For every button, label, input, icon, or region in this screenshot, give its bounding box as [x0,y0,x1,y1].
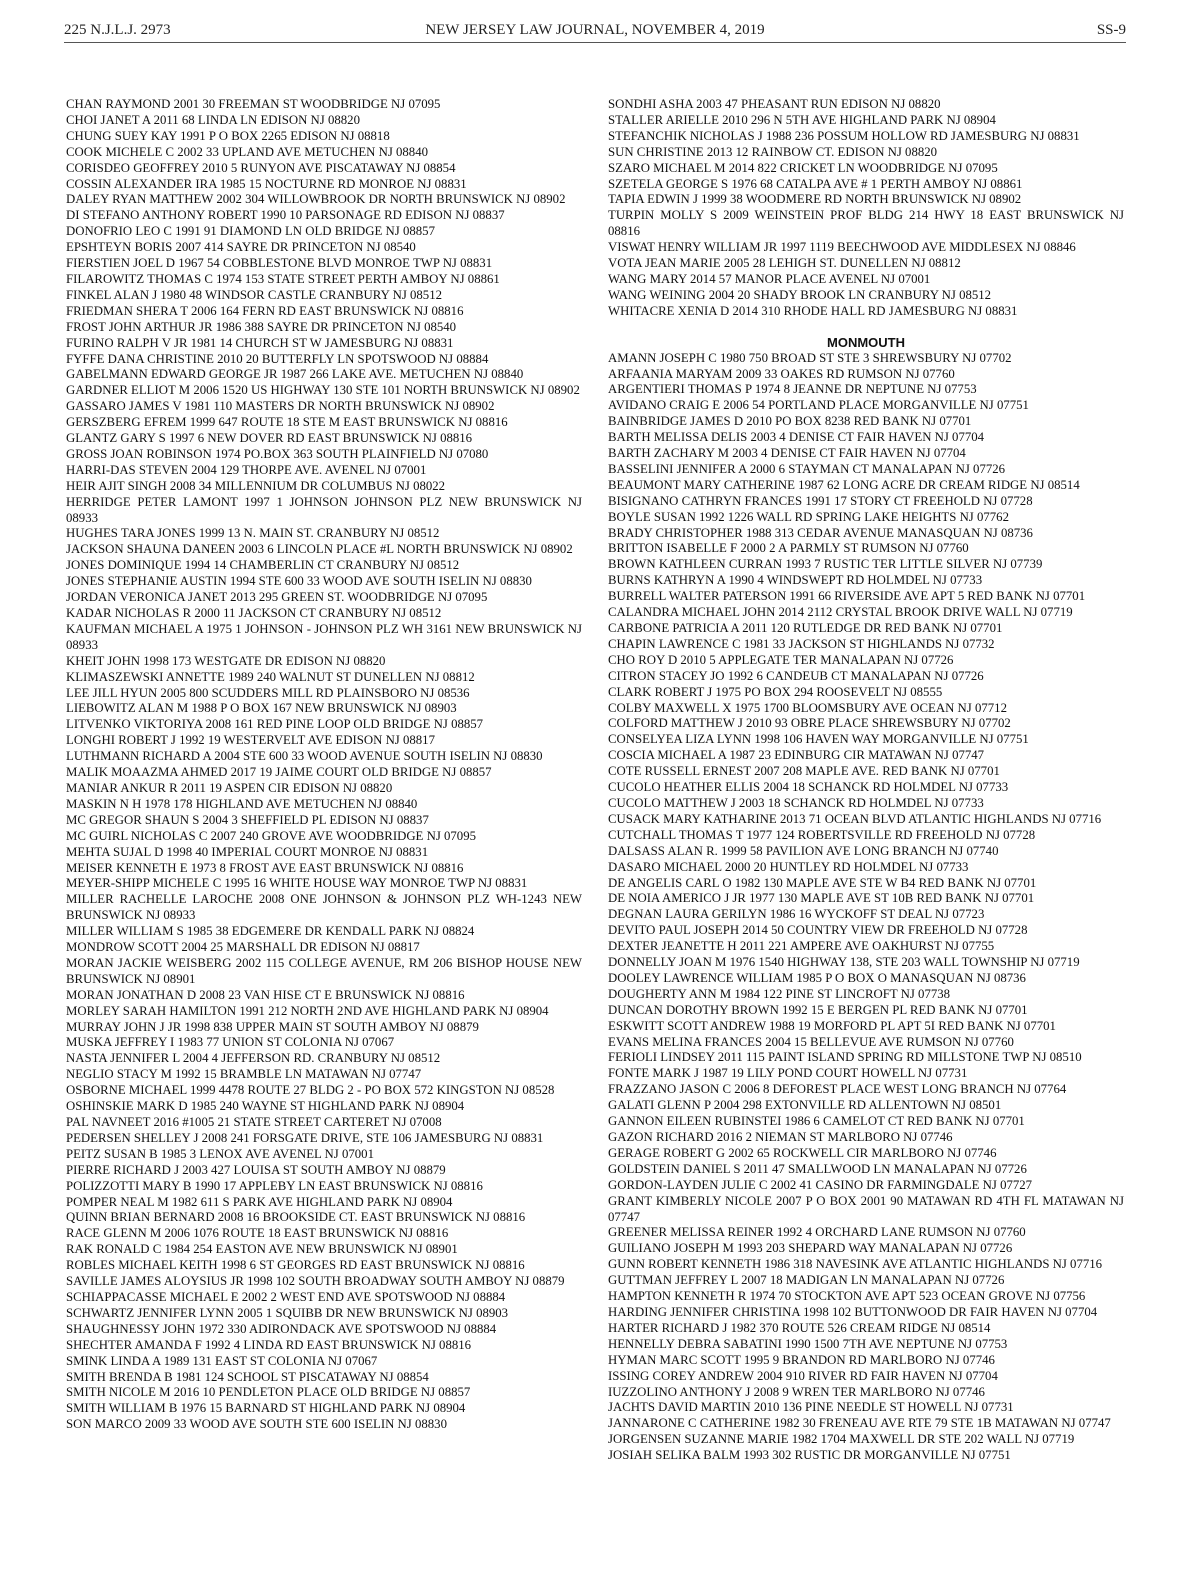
list-item: SHECHTER AMANDA F 1992 4 LINDA RD EAST BRUNSWICK NJ 08816 [66,1337,472,1352]
list-item: CHOI JANET A 2011 68 LINDA LN EDISON NJ 08820 [66,112,360,127]
list-item: COLFORD MATTHEW J 2010 93 OBRE PLACE SHREWSBURY NJ 07702 [608,716,1011,731]
list-item: RAK RONALD C 1984 254 EASTON AVE NEW BRUNSWICK NJ 08901 [66,1242,458,1257]
list-item: CORISDEO GEOFFREY 2010 5 RUNYON AVE PISCATAWAY NJ 08854 [66,160,456,175]
list-item: CALANDRA MICHAEL JOHN 2014 2112 CRYSTAL BROOK DRIVE WALL NJ 07719 [608,605,1073,620]
list-item: BISIGNANO CATHRYN FRANCES 1991 17 STORY CT FREEHOLD NJ 07728 [608,493,1033,508]
list-item: AVIDANO CRAIG E 2006 54 PORTLAND PLACE MORGANVILLE NJ 07751 [608,398,1029,413]
list-item: BURNS KATHRYN A 1990 4 WINDSWEPT RD HOLMDEL NJ 07733 [608,573,983,588]
list-item: MORLEY SARAH HAMILTON 1991 212 NORTH 2ND AVE HIGHLAND PARK NJ 08904 [66,1003,549,1018]
list-item: DI STEFANO ANTHONY ROBERT 1990 10 PARSONAGE RD EDISON NJ 08837 [66,208,505,223]
list-item: BRADY CHRISTOPHER 1988 313 CEDAR AVENUE MANASQUAN NJ 08736 [608,525,1033,540]
list-item: GANNON EILEEN RUBINSTEI 1986 6 CAMELOT CT RED BANK NJ 07701 [608,1114,1025,1129]
list-item: BAINBRIDGE JAMES D 2010 PO BOX 8238 RED BANK NJ 07701 [608,414,972,429]
list-item: ISSING COREY ANDREW 2004 910 RIVER RD FAIR HAVEN NJ 07704 [608,1368,998,1383]
list-item: SON MARCO 2009 33 WOOD AVE SOUTH STE 600 ISELIN NJ 08830 [66,1417,447,1432]
list-item: SUN CHRISTINE 2013 12 RAINBOW CT. EDISON NJ 08820 [608,144,938,159]
list-item: RACE GLENN M 2006 1076 ROUTE 18 EAST BRUNSWICK NJ 08816 [66,1226,449,1241]
right-column-top-list [608,97,1124,320]
list-item: OSHINSKIE MARK D 1985 240 WAYNE ST HIGHLAND PARK NJ 08904 [66,1099,465,1114]
list-item: MONDROW SCOTT 2004 25 MARSHALL DR EDISON NJ 08817 [66,940,420,955]
publication-title: NEW JERSEY LAW JOURNAL, NOVEMBER 4, 2019 [425,22,765,38]
list-item: SMITH BRENDA B 1981 124 SCHOOL ST PISCATAWAY NJ 08854 [66,1369,429,1384]
list-item: GROSS JOAN ROBINSON 1974 PO.BOX 363 SOUTH PLAINFIELD NJ 07080 [66,446,489,461]
list-item: COLBY MAXWELL X 1975 1700 BLOOMSBURY AVE OCEAN NJ 07712 [608,700,1007,715]
list-item: ARFAANIA MARYAM 2009 33 OAKES RD RUMSON NJ 07760 [608,366,955,381]
list-item: DEVITO PAUL JOSEPH 2014 50 COUNTRY VIEW DR FREEHOLD NJ 07728 [608,923,1028,938]
list-item: FONTE MARK J 1987 19 LILY POND COURT HOWELL NJ 07731 [608,1066,968,1081]
list-item: ESKWITT SCOTT ANDREW 1988 19 MORFORD PL APT 5I RED BANK NJ 07701 [608,1018,1056,1033]
list-item: NASTA JENNIFER L 2004 4 JEFFERSON RD. CRANBURY NJ 08512 [66,1051,441,1066]
list-item: MC GREGOR SHAUN S 2004 3 SHEFFIELD PL EDISON NJ 08837 [66,812,429,827]
list-item: GALATI GLENN P 2004 298 EXTONVILLE RD ALLENTOWN NJ 08501 [608,1098,1002,1113]
list-item: DOOLEY LAWRENCE WILLIAM 1985 P O BOX O MANASQUAN NJ 08736 [608,970,1026,985]
list-item: GORDON-LAYDEN JULIE C 2002 41 CASINO DR FARMINGDALE NJ 07727 [608,1177,1033,1192]
list-item: SZARO MICHAEL M 2014 822 CRICKET LN WOODBRIDGE NJ 07095 [608,160,998,175]
list-item: JACKSON SHAUNA DANEEN 2003 6 LINCOLN PLACE #L NORTH BRUNSWICK NJ 08902 [66,542,573,557]
list-item: SCHWARTZ JENNIFER LYNN 2005 1 SQUIBB DR NEW BRUNSWICK NJ 08903 [66,1305,509,1320]
list-item: MILLER WILLIAM S 1985 38 EDGEMERE DR KENDALL PARK NJ 08824 [66,924,475,939]
list-item: HERRIDGE PETER LAMONT 1997 1 JOHNSON JOHNSON PLZ NEW BRUNSWICK NJ 08933 [66,494,582,525]
list-item: KADAR NICHOLAS R 2000 11 JACKSON CT CRANBURY NJ 08512 [66,606,442,620]
list-item: FRIEDMAN SHERA T 2006 164 FERN RD EAST BRUNSWICK NJ 08816 [66,303,464,318]
list-item: MURRAY JOHN J JR 1998 838 UPPER MAIN ST SOUTH AMBOY NJ 08879 [66,1019,479,1034]
list-item: GREENER MELISSA REINER 1992 4 ORCHARD LANE RUMSON NJ 07760 [608,1225,1026,1240]
list-item: SHAUGHNESSY JOHN 1972 330 ADIRONDACK AVE SPOTSWOOD NJ 08884 [66,1321,497,1336]
list-item: HENNELLY DEBRA SABATINI 1990 1500 7TH AVE NEPTUNE NJ 07753 [608,1336,1008,1351]
list-item: MEHTA SUJAL D 1998 40 IMPERIAL COURT MONROE NJ 08831 [66,844,429,859]
list-item: COTE RUSSELL ERNEST 2007 208 MAPLE AVE. RED BANK NJ 07701 [608,764,1000,779]
list-item: MALIK MOAAZMA AHMED 2017 19 JAIME COURT OLD BRIDGE NJ 08857 [66,765,492,780]
list-item: ROBLES MICHAEL KEITH 1998 6 ST GEORGES RD EAST BRUNSWICK NJ 08816 [66,1258,525,1273]
list-item: BRITTON ISABELLE F 2000 2 A PARMLY ST RUMSON NJ 07760 [608,541,969,556]
list-item: FIERSTIEN JOEL D 1967 54 COBBLESTONE BLVD MONROE TWP NJ 08831 [66,256,493,271]
list-item: CHO ROY D 2010 5 APPLEGATE TER MANALAPAN NJ 07726 [608,652,954,667]
list-item: KAUFMAN MICHAEL A 1975 1 JOHNSON - JOHNSON PLZ WH 3161 NEW BRUNSWICK NJ 08933 [66,621,582,652]
list-item: CLARK ROBERT J 1975 PO BOX 294 ROOSEVELT NJ 08555 [608,684,943,699]
list-item: BROWN KATHLEEN CURRAN 1993 7 RUSTIC TER LITTLE SILVER NJ 07739 [608,557,1043,572]
list-item: HARDING JENNIFER CHRISTINA 1998 102 BUTTONWOOD DR FAIR HAVEN NJ 07704 [608,1304,1098,1319]
list-item: SCHIAPPACASSE MICHAEL E 2002 2 WEST END AVE SPOTSWOOD NJ 08884 [66,1289,506,1304]
list-item: POMPER NEAL M 1982 611 S PARK AVE HIGHLAND PARK NJ 08904 [66,1194,453,1209]
list-item: MORAN JACKIE WEISBERG 2002 115 COLLEGE AVENUE, RM 206 BISHOP HOUSE NEW BRUNSWICK NJ 08901 [66,955,582,986]
list-item: WANG MARY 2014 57 MANOR PLACE AVENEL NJ 07001 [608,271,931,286]
list-item: DEXTER JEANETTE H 2011 221 AMPERE AVE OAKHURST NJ 07755 [608,939,995,954]
list-item: CUTCHALL THOMAS T 1977 124 ROBERTSVILLE RD FREEHOLD NJ 07728 [608,827,1036,842]
list-item: JORGENSEN SUZANNE MARIE 1982 1704 MAXWELL DR STE 202 WALL NJ 07719 [608,1432,1075,1447]
list-item: BARTH ZACHARY M 2003 4 DENISE CT FAIR HAVEN NJ 07704 [608,446,966,461]
list-item: ARGENTIERI THOMAS P 1974 8 JEANNE DR NEPTUNE NJ 07753 [608,382,977,397]
left-column [66,97,582,1433]
list-item: GAZON RICHARD 2016 2 NIEMAN ST MARLBORO NJ 07746 [608,1130,953,1144]
list-item: SONDHI ASHA 2003 47 PHEASANT RUN EDISON NJ 08820 [608,97,941,111]
list-item: MEYER-SHIPP MICHELE C 1995 16 WHITE HOUSE WAY MONROE TWP NJ 08831 [66,876,528,891]
list-item: CHUNG SUEY KAY 1991 P O BOX 2265 EDISON NJ 08818 [66,128,390,143]
right-column-bottom-list [608,351,1124,1464]
list-item: LUTHMANN RICHARD A 2004 STE 600 33 WOOD AVENUE SOUTH ISELIN NJ 08830 [66,749,543,764]
list-item: CARBONE PATRICIA A 2011 120 RUTLEDGE DR RED BANK NJ 07701 [608,621,1003,635]
list-item: JOSIAH SELIKA BALM 1993 302 RUSTIC DR MORGANVILLE NJ 07751 [608,1448,1011,1463]
list-item: CHAN RAYMOND 2001 30 FREEMAN ST WOODBRIDGE NJ 07095 [66,97,441,111]
list-item: HEIR AJIT SINGH 2008 34 MILLENNIUM DR COLUMBUS NJ 08022 [66,478,446,493]
list-item: DALEY RYAN MATTHEW 2002 304 WILLOWBROOK DR NORTH BRUNSWICK NJ 08902 [66,192,566,207]
list-item: FYFFE DANA CHRISTINE 2010 20 BUTTERFLY LN SPOTSWOOD NJ 08884 [66,351,489,366]
list-item: GOLDSTEIN DANIEL S 2011 47 SMALLWOOD LN MANALAPAN NJ 07726 [608,1161,1027,1176]
list-item: MILLER RACHELLE LAROCHE 2008 ONE JOHNSON & JOHNSON PLZ WH-1243 NEW BRUNSWICK NJ 08933 [66,892,582,923]
list-item: BURRELL WALTER PATERSON 1991 66 RIVERSIDE AVE APT 5 RED BANK NJ 07701 [608,589,1086,604]
list-item: GERAGE ROBERT G 2002 65 ROCKWELL CIR MARLBORO NJ 07746 [608,1145,997,1160]
list-item: MEISER KENNETH E 1973 8 FROST AVE EAST BRUNSWICK NJ 08816 [66,860,464,875]
list-item: COOK MICHELE C 2002 33 UPLAND AVE METUCHEN NJ 08840 [66,144,428,159]
list-item: MC GUIRL NICHOLAS C 2007 240 GROVE AVE WOODBRIDGE NJ 07095 [66,828,476,843]
list-item: GERSZBERG EFREM 1999 647 ROUTE 18 STE M EAST BRUNSWICK NJ 08816 [66,415,508,430]
list-item: HAMPTON KENNETH R 1974 70 STOCKTON AVE APT 523 OCEAN GROVE NJ 07756 [608,1289,1086,1304]
list-item: PEDERSEN SHELLEY J 2008 241 FORSGATE DRIVE, STE 106 JAMESBURG NJ 08831 [66,1130,544,1145]
citation: 225 N.J.L.J. 2973 [64,22,171,38]
list-item: JONES DOMINIQUE 1994 14 CHAMBERLIN CT CRANBURY NJ 08512 [66,558,460,573]
list-item: POLIZZOTTI MARY B 1990 17 APPLEBY LN EAST BRUNSWICK NJ 08816 [66,1178,483,1193]
list-item: EPSHTEYN BORIS 2007 414 SAYRE DR PRINCETON NJ 08540 [66,240,416,255]
list-item: TAPIA EDWIN J 1999 38 WOODMERE RD NORTH BRUNSWICK NJ 08902 [608,192,1022,207]
list-item: COSSIN ALEXANDER IRA 1985 15 NOCTURNE RD MONROE NJ 08831 [66,176,467,191]
list-item: BOYLE SUSAN 1992 1226 WALL RD SPRING LAKE HEIGHTS NJ 07762 [608,509,1009,524]
list-item: DE ANGELIS CARL O 1982 130 MAPLE AVE STE W B4 RED BANK NJ 07701 [608,875,1037,890]
list-item: SMITH NICOLE M 2016 10 PENDLETON PLACE OLD BRIDGE NJ 08857 [66,1385,471,1400]
list-item: GUNN ROBERT KENNETH 1986 318 NAVESINK AVE ATLANTIC HIGHLANDS NJ 07716 [608,1257,1103,1272]
list-item: GUTTMAN JEFFREY L 2007 18 MADIGAN LN MANALAPAN NJ 07726 [608,1273,1005,1288]
right-column [608,97,1124,1464]
list-item: GRANT KIMBERLY NICOLE 2007 P O BOX 2001 90 MATAWAN RD 4TH FL MATAWAN NJ 07747 [608,1193,1124,1224]
list-item: PAL NAVNEET 2016 #1005 21 STATE STREET CARTERET NJ 07008 [66,1115,442,1129]
list-item: QUINN BRIAN BERNARD 2008 16 BROOKSIDE CT. EAST BRUNSWICK NJ 08816 [66,1210,526,1225]
list-item: VISWAT HENRY WILLIAM JR 1997 1119 BEECHWOOD AVE MIDDLESEX NJ 08846 [608,240,1076,255]
list-item: COSCIA MICHAEL A 1987 23 EDINBURG CIR MATAWAN NJ 07747 [608,748,985,763]
list-item: JONES STEPHANIE AUSTIN 1994 STE 600 33 WOOD AVE SOUTH ISELIN NJ 08830 [66,574,532,589]
list-item: BARTH MELISSA DELIS 2003 4 DENISE CT FAIR HAVEN NJ 07704 [608,430,985,445]
list-item: FROST JOHN ARTHUR JR 1986 388 SAYRE DR PRINCETON NJ 08540 [66,319,457,334]
list-item: LONGHI ROBERT J 1992 19 WESTERVELT AVE EDISON NJ 08817 [66,733,435,748]
list-item: GABELMANN EDWARD GEORGE JR 1987 266 LAKE AVE. METUCHEN NJ 08840 [66,367,524,382]
list-item: LITVENKO VIKTORIYA 2008 161 RED PINE LOOP OLD BRIDGE NJ 08857 [66,717,484,732]
list-item: IUZZOLINO ANTHONY J 2008 9 WREN TER MARLBORO NJ 07746 [608,1384,985,1399]
list-item: CUSACK MARY KATHARINE 2013 71 OCEAN BLVD ATLANTIC HIGHLANDS NJ 07716 [608,811,1102,826]
list-item: KHEIT JOHN 1998 173 WESTGATE DR EDISON NJ 08820 [66,653,386,668]
list-item: DONNELLY JOAN M 1976 1540 HIGHWAY 138, STE 203 WALL TOWNSHIP NJ 07719 [608,955,1080,970]
page-number: SS-9 [1096,22,1126,38]
list-item: DOUGHERTY ANN M 1984 122 PINE ST LINCROFT NJ 07738 [608,986,951,1001]
list-item: CUCOLO HEATHER ELLIS 2004 18 SCHANCK RD HOLMDEL NJ 07733 [608,780,1009,795]
list-item: OSBORNE MICHAEL 1999 4478 ROUTE 27 BLDG 2 - PO BOX 572 KINGSTON NJ 08528 [66,1083,555,1098]
list-item: PIERRE RICHARD J 2003 427 LOUISA ST SOUTH AMBOY NJ 08879 [66,1162,446,1177]
list-item: SZETELA GEORGE S 1976 68 CATALPA AVE # 1 PERTH AMBOY NJ 08861 [608,176,1023,191]
list-item: DEGNAN LAURA GERILYN 1986 16 WYCKOFF ST DEAL NJ 07723 [608,907,985,922]
list-item: WANG WEINING 2004 20 SHADY BROOK LN CRANBURY NJ 08512 [608,287,992,302]
list-item: NEGLIO STACY M 1992 15 BRAMBLE LN MATAWAN NJ 07747 [66,1067,422,1082]
list-item: FRAZZANO JASON C 2006 8 DEFOREST PLACE WEST LONG BRANCH NJ 07764 [608,1082,1067,1097]
list-item: AMANN JOSEPH C 1980 750 BROAD ST STE 3 SHREWSBURY NJ 07702 [608,350,1012,365]
list-item: GUILIANO JOSEPH M 1993 203 SHEPARD WAY MANALAPAN NJ 07726 [608,1241,1013,1256]
list-item: CONSELYEA LIZA LYNN 1998 106 HAVEN WAY MORGANVILLE NJ 07751 [608,732,1029,747]
list-item: EVANS MELINA FRANCES 2004 15 BELLEVUE AVE RUMSON NJ 07760 [608,1034,1014,1049]
list-item: MANIAR ANKUR R 2011 19 ASPEN CIR EDISON NJ 08820 [66,780,393,795]
list-item: JACHTS DAVID MARTIN 2010 136 PINE NEEDLE ST HOWELL NJ 07731 [608,1400,1014,1415]
list-item: HUGHES TARA JONES 1999 13 N. MAIN ST. CRANBURY NJ 08512 [66,526,440,541]
list-item: FURINO RALPH V JR 1981 14 CHURCH ST W JAMESBURG NJ 08831 [66,335,454,350]
list-item: STALLER ARIELLE 2010 296 N 5TH AVE HIGHLAND PARK NJ 08904 [608,112,996,127]
list-item: FERIOLI LINDSEY 2011 115 PAINT ISLAND SPRING RD MILLSTONE TWP NJ 08510 [608,1050,1082,1065]
list-item: SMINK LINDA A 1989 131 EAST ST COLONIA NJ 07067 [66,1353,378,1368]
list-item: JORDAN VERONICA JANET 2013 295 GREEN ST. WOODBRIDGE NJ 07095 [66,590,488,605]
list-item: CHAPIN LAWRENCE C 1981 33 JACKSON ST HIGHLANDS NJ 07732 [608,636,995,651]
page-header [64,20,1126,43]
list-item: HARRI-DAS STEVEN 2004 129 THORPE AVE. AVENEL NJ 07001 [66,462,427,477]
list-item: VOTA JEAN MARIE 2005 28 LEHIGH ST. DUNELLEN NJ 08812 [608,256,961,271]
list-item: GLANTZ GARY S 1997 6 NEW DOVER RD EAST BRUNSWICK NJ 08816 [66,431,473,446]
list-item: FILAROWITZ THOMAS C 1974 153 STATE STREET PERTH AMBOY NJ 08861 [66,271,500,286]
list-item: PEITZ SUSAN B 1985 3 LENOX AVE AVENEL NJ 07001 [66,1146,374,1161]
list-item: GARDNER ELLIOT M 2006 1520 US HIGHWAY 130 STE 101 NORTH BRUNSWICK NJ 08902 [66,383,580,398]
list-item: MASKIN N H 1978 178 HIGHLAND AVE METUCHEN NJ 08840 [66,796,418,811]
list-item: CUCOLO MATTHEW J 2003 18 SCHANCK RD HOLMDEL NJ 07733 [608,795,984,810]
list-item: CITRON STACEY JO 1992 6 CANDEUB CT MANALAPAN NJ 07726 [608,668,984,683]
list-item: DUNCAN DOROTHY BROWN 1992 15 E BERGEN PL RED BANK NJ 07701 [608,1002,1028,1017]
list-item: MUSKA JEFFREY I 1983 77 UNION ST COLONIA NJ 07067 [66,1035,395,1050]
list-item: KLIMASZEWSKI ANNETTE 1989 240 WALNUT ST DUNELLEN NJ 08812 [66,669,475,684]
list-item: LIEBOWITZ ALAN M 1988 P O BOX 167 NEW BRUNSWICK NJ 08903 [66,701,457,716]
list-item: BEAUMONT MARY CATHERINE 1987 62 LONG ACRE DR CREAM RIDGE NJ 08514 [608,477,1080,492]
list-item: STEFANCHIK NICHOLAS J 1988 236 POSSUM HOLLOW RD JAMESBURG NJ 08831 [608,128,1080,143]
list-item: SMITH WILLIAM B 1976 15 BARNARD ST HIGHLAND PARK NJ 08904 [66,1401,466,1416]
list-item: DE NOIA AMERICO J JR 1977 130 MAPLE AVE ST 10B RED BANK NJ 07701 [608,891,1035,906]
list-item: HARTER RICHARD J 1982 370 ROUTE 526 CREAM RIDGE NJ 08514 [608,1320,991,1335]
list-item: SAVILLE JAMES ALOYSIUS JR 1998 102 SOUTH BROADWAY SOUTH AMBOY NJ 08879 [66,1274,565,1289]
section-title: MONMOUTH [827,334,905,350]
list-item: LEE JILL HYUN 2005 800 SCUDDERS MILL RD PLAINSBORO NJ 08536 [66,685,470,700]
list-item: JANNARONE C CATHERINE 1982 30 FRENEAU AVE RTE 79 STE 1B MATAWAN NJ 07747 [608,1416,1111,1431]
list-item: BASSELINI JENNIFER A 2000 6 STAYMAN CT MANALAPAN NJ 07726 [608,461,1006,476]
list-item: WHITACRE XENIA D 2014 310 RHODE HALL RD JAMESBURG NJ 08831 [608,303,1018,318]
list-item: MORAN JONATHAN D 2008 23 VAN HISE CT E BRUNSWICK NJ 08816 [66,987,465,1002]
list-item: GASSARO JAMES V 1981 110 MASTERS DR NORTH BRUNSWICK NJ 08902 [66,399,495,414]
list-item: DALSASS ALAN R. 1999 58 PAVILION AVE LONG BRANCH NJ 07740 [608,843,999,858]
list-item: HYMAN MARC SCOTT 1995 9 BRANDON RD MARLBORO NJ 07746 [608,1352,995,1367]
list-item: DASARO MICHAEL 2000 20 HUNTLEY RD HOLMDEL NJ 07733 [608,859,969,874]
list-item: TURPIN MOLLY S 2009 WEINSTEIN PROF BLDG 214 HWY 18 EAST BRUNSWICK NJ 08816 [608,208,1124,239]
list-item: DONOFRIO LEO C 1991 91 DIAMOND LN OLD BRIDGE NJ 08857 [66,224,435,239]
list-item: FINKEL ALAN J 1980 48 WINDSOR CASTLE CRANBURY NJ 08512 [66,287,442,302]
